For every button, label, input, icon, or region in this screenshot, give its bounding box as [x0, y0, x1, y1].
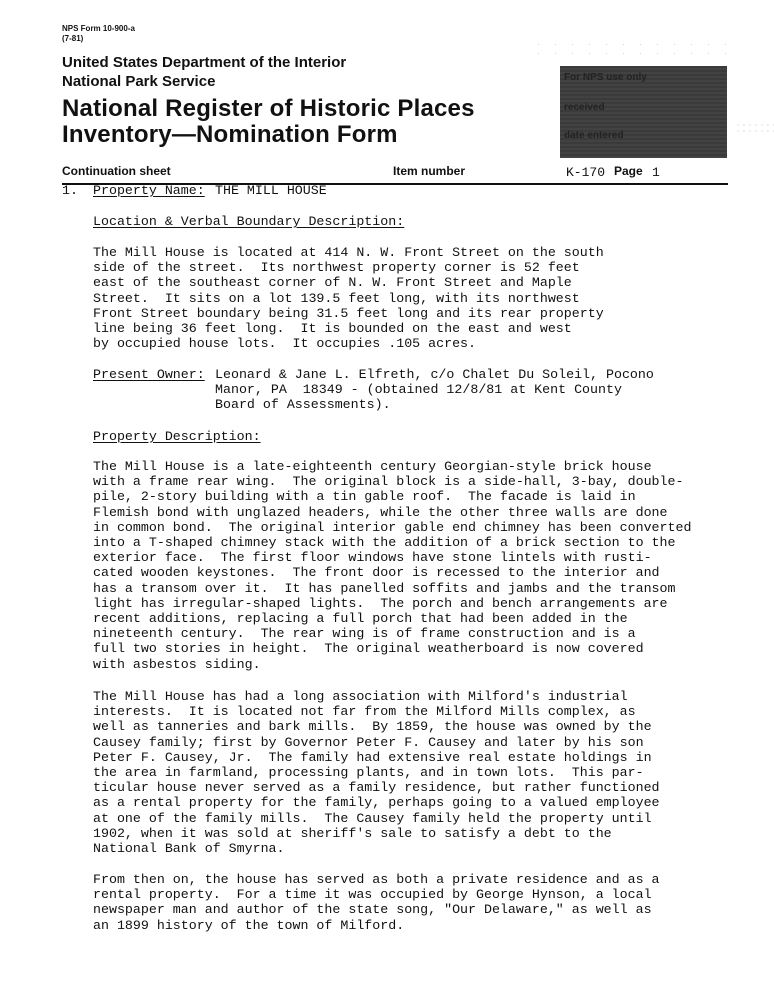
text-line: by occupied house lots. It occupies .105 acres.	[93, 336, 477, 352]
text-line: interests. It is located not far from the Milford Mills complex, as	[93, 704, 636, 720]
property-name-label: Property Name:	[93, 183, 205, 198]
page-number: 1	[652, 165, 660, 180]
text-line: line being 36 feet long. It is bounded on the east and west	[93, 321, 572, 337]
text-line: Board of Assessments).	[215, 397, 391, 413]
stamp-line-2: received	[564, 102, 605, 113]
form-title-line2: Inventory—Nomination Form	[62, 121, 398, 148]
text-line: into a T-shaped chimney stack with the addition of a brick section to the	[93, 535, 676, 551]
text-line: as a rental property for the family, perhaps going to a valued employee	[93, 795, 660, 811]
page-label: Page	[614, 164, 643, 178]
later-history-paragraph	[93, 872, 660, 933]
text-line: east of the southeast corner of N. W. Front Street and Maple	[93, 275, 572, 291]
text-line: exterior face. The first floor windows have stone lintels with rusti-	[93, 550, 652, 566]
text-line: with asbestos siding.	[93, 656, 261, 672]
text-line: From then on, the house has served as both a private residence and as a	[93, 872, 660, 887]
text-line: Street. It sits on a lot 139.5 feet long, with its northwest	[93, 290, 580, 306]
text-line: The Mill House has had a long association with Milford's industrial	[93, 689, 628, 704]
form-date-text: (7-81)	[62, 34, 84, 43]
department-name: United States Department of the Interior	[62, 54, 347, 71]
text-line: pile, 2-story building with a tin gable roof. The facade is laid in	[93, 489, 636, 505]
text-line: rental property. For a time it was occupied by George Hynson, a local	[93, 887, 652, 903]
text-line: the area in farmland, processing plants, and in town lots. This par-	[93, 765, 644, 781]
nps-use-only-stamp	[560, 66, 727, 158]
location-heading: Location & Verbal Boundary Description:	[93, 214, 405, 229]
text-line: in common bond. The original interior gable end chimney has been converted	[93, 519, 692, 535]
text-line: Front Street boundary being 31.5 feet long and its rear property	[93, 305, 604, 321]
present-owner-label: Present Owner:	[93, 367, 205, 382]
service-name: National Park Service	[62, 73, 216, 90]
item-number-value: K-170	[566, 165, 606, 180]
item-number-label: Item number	[393, 164, 466, 178]
text-line: Flemish bond with unglazed headers, while the other three walls are done	[93, 504, 668, 520]
scan-noise	[735, 122, 774, 132]
text-line: 1902, when it was sold at sheriff's sale to satisfy a debt to the	[93, 825, 612, 841]
text-line: light has irregular-shaped lights. The porch and bench arrangements are	[93, 595, 668, 611]
property-name-value: THE MILL HOUSE	[215, 183, 327, 198]
text-line: The Mill House is a late-eighteenth century Georgian-style brick house	[93, 459, 652, 474]
text-line: cated wooden keystones. The front door is recessed to the interior and	[93, 565, 660, 581]
text-line: at one of the family mills. The Causey family held the property until	[93, 810, 652, 826]
form-number-text: NPS Form 10-900-a	[62, 24, 135, 33]
text-line: well as tanneries and bark mills. By 1859, the house was owned by the	[93, 719, 652, 735]
property-description-heading: Property Description:	[93, 429, 261, 444]
text-line: newspaper man and author of the state song, "Our Delaware," as well as	[93, 902, 652, 918]
location-paragraph	[93, 245, 604, 351]
form-title-line1: National Register of Historic Places	[62, 95, 475, 122]
description-paragraph	[93, 459, 691, 672]
present-owner-value	[215, 367, 654, 413]
text-line: Manor, PA 18349 - (obtained 12/8/81 at Kent County	[215, 382, 622, 398]
text-line: nineteenth century. The rear wing is of frame construction and is a	[93, 626, 636, 642]
text-line: full two stories in height. The original weatherboard is now covered	[93, 641, 644, 657]
text-line: recent additions, replacing a full porch that had been added in the	[93, 611, 628, 627]
section-number: 1.	[62, 183, 78, 198]
text-line: Causey family; first by Governor Peter F. Causey and later by his son	[93, 734, 644, 750]
text-line: an 1899 history of the town of Milford.	[93, 917, 405, 933]
text-line: side of the street. Its northwest property corner is 52 feet	[93, 260, 580, 276]
history-paragraph	[93, 689, 660, 856]
continuation-sheet-label: Continuation sheet	[62, 164, 171, 178]
text-line: ticular house never served as a family residence, but rather functioned	[93, 780, 660, 796]
form-number	[62, 24, 135, 44]
text-line: has a transom over it. It has panelled soffits and jambs and the transom	[93, 580, 676, 596]
scan-noise	[530, 40, 730, 60]
stamp-line-1: For NPS use only	[564, 72, 647, 83]
text-line: with a frame rear wing. The original block is a side-hall, 3-bay, double-	[93, 474, 684, 490]
stamp-line-3: date entered	[564, 130, 624, 141]
text-line: Peter F. Causey, Jr. The family had extensive real estate holdings in	[93, 749, 652, 765]
text-line: Leonard & Jane L. Elfreth, c/o Chalet Du Soleil, Pocono	[215, 367, 654, 382]
text-line: National Bank of Smyrna.	[93, 841, 285, 857]
text-line: The Mill House is located at 414 N. W. Front Street on the south	[93, 245, 604, 260]
